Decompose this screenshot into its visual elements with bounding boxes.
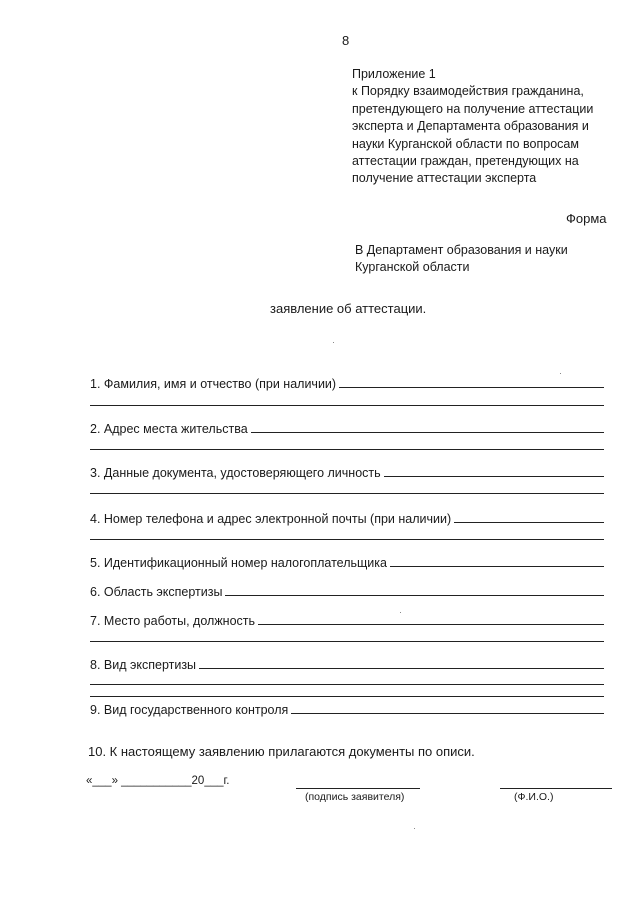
name-line[interactable] <box>500 788 612 789</box>
appendix-line: претендующего на получение аттестации <box>352 101 594 116</box>
fill-line[interactable] <box>454 522 604 523</box>
field-phone-email[interactable] <box>90 509 604 525</box>
page-number: 8 <box>342 33 350 48</box>
scan-speck <box>414 828 415 829</box>
continuation-line[interactable] <box>90 493 604 494</box>
appendix-line: науки Курганской области по вопросам <box>352 136 579 151</box>
field-expertise-area[interactable] <box>90 582 604 598</box>
fill-line[interactable] <box>384 476 604 477</box>
continuation-line[interactable] <box>90 405 604 406</box>
field-tax-id[interactable] <box>90 553 604 569</box>
continuation-line[interactable] <box>90 696 604 697</box>
continuation-line[interactable] <box>90 449 604 450</box>
appendix-line: к Порядку взаимодействия гражданина, <box>352 84 584 99</box>
field-full-name[interactable] <box>90 374 604 390</box>
field-label: 7. Место работы, должность <box>90 613 256 628</box>
scan-speck <box>400 612 401 613</box>
fill-line[interactable] <box>390 566 604 567</box>
field-label: 2. Адрес места жительства <box>90 421 248 436</box>
field-residence-address[interactable] <box>90 419 604 435</box>
continuation-line[interactable] <box>90 641 604 642</box>
field-identity-document[interactable] <box>90 463 604 479</box>
fill-line[interactable] <box>199 668 604 669</box>
field-label: 8. Вид экспертизы <box>90 657 197 672</box>
document-title: заявление об аттестации. <box>270 301 427 316</box>
addressee <box>355 242 568 277</box>
appendix-line: Приложение 1 <box>352 67 436 81</box>
addressee-line: Курганской области <box>355 260 470 275</box>
appendix-header <box>352 66 622 188</box>
field-expertise-type[interactable] <box>90 655 604 671</box>
field-label: 9. Вид государственного контроля <box>90 702 289 717</box>
date-line[interactable]: «___» ___________20___г. <box>86 775 230 787</box>
name-caption: (Ф.И.О.) <box>514 791 554 803</box>
scan-speck <box>560 373 561 374</box>
attachments-statement: 10. К настоящему заявлению прилагаются документы по описи. <box>88 744 475 759</box>
scan-speck <box>333 342 334 343</box>
signature-caption: (подпись заявителя) <box>305 791 405 803</box>
fill-line[interactable] <box>258 624 604 625</box>
form-label: Форма <box>566 211 607 226</box>
continuation-line[interactable] <box>90 684 604 685</box>
field-workplace-position[interactable] <box>90 611 604 627</box>
appendix-line: эксперта и Департамента образования и <box>352 119 589 134</box>
field-label: 1. Фамилия, имя и отчество (при наличии) <box>90 376 337 391</box>
fill-line[interactable] <box>339 387 604 388</box>
appendix-line: получение аттестации эксперта <box>352 171 537 186</box>
fill-line[interactable] <box>291 713 604 714</box>
fill-line[interactable] <box>225 595 604 596</box>
appendix-line: аттестации граждан, претендующих на <box>352 154 579 169</box>
field-state-control-type[interactable] <box>90 700 604 716</box>
field-label: 6. Область экспертизы <box>90 584 223 599</box>
field-label: 3. Данные документа, удостоверяющего личность <box>90 465 381 480</box>
continuation-line[interactable] <box>90 539 604 540</box>
fill-line[interactable] <box>251 432 604 433</box>
field-label: 5. Идентификационный номер налогоплательщика <box>90 555 387 570</box>
signature-line[interactable] <box>296 788 420 789</box>
field-label: 4. Номер телефона и адрес электронной почты (при наличии) <box>90 511 452 526</box>
addressee-line: В Департамент образования и науки <box>355 243 568 257</box>
